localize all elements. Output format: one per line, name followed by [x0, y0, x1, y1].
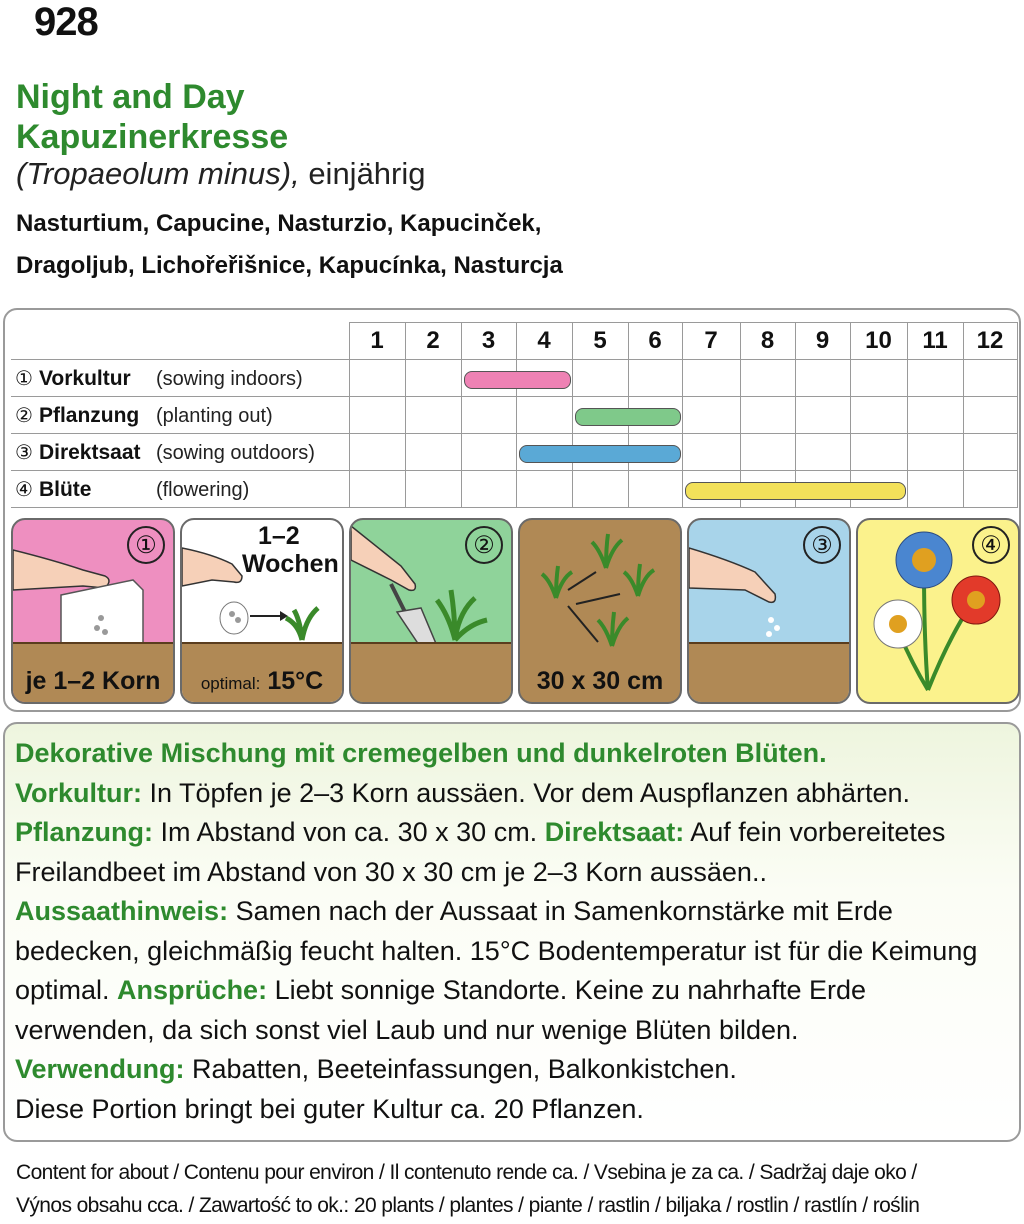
month-cell [850, 360, 907, 397]
month-cell [795, 360, 850, 397]
ansprueche-text: Liebt sonnige Standorte. Keine zu nahrhafte Erde verwenden, da sich sonst viel Laub und nur wenige Blüten bilden. [15, 975, 866, 1045]
pflanzung-label: Pflanzung: [15, 817, 153, 847]
month-cell [461, 434, 516, 471]
direktsaat-text: Auf fein vorbereitetes Freilandbeet im Abstand von 30 x 30 cm je 2–3 Korn aussäen.. [15, 817, 946, 887]
direktsaat-label: Direktsaat: [544, 817, 685, 847]
header-spacer [11, 323, 349, 360]
month-cell [907, 471, 963, 508]
month-cell [795, 434, 850, 471]
month-cell [963, 434, 1017, 471]
aussaathinweis-text: Samen nach der Aussaat in Samenkornstärke mit Erde bedecken, gleichmäßig feucht halten. 15°C Bodentemperatur ist für die Keimung optimal. [15, 896, 978, 1005]
period-bar [575, 408, 681, 426]
pflanzung-text: Im Abstand von ca. 30 x 30 cm. [152, 817, 545, 847]
picto-flowering [856, 518, 1020, 704]
row-label [11, 360, 349, 397]
month-cell [682, 434, 740, 471]
row-label [11, 434, 349, 471]
month-cell [628, 360, 682, 397]
month-cell [963, 360, 1017, 397]
aussaathinweis-label: Aussaathinweis: [15, 896, 229, 926]
month-header-row [11, 323, 1017, 360]
footer-line2: Výnos obsahu cca. / Zawartość to ok.: 20 plants / plantes / piante / rastlin / biljaka / rostlin / rastlín / roślin [16, 1194, 920, 1217]
picto-germination [180, 518, 344, 704]
month-cell [682, 397, 740, 434]
month-cell [740, 397, 795, 434]
month-cell [349, 397, 405, 434]
step-number: ③ [15, 441, 33, 464]
month-9: 9 [795, 323, 850, 360]
step-number: ① [15, 367, 33, 390]
month-11: 11 [907, 323, 963, 360]
month-cell [349, 360, 405, 397]
footer-line1: Content for about / Contenu pour environ / Il contenuto rende ca. / Vsebina je za ca. / Sadržaj daje oko / [16, 1161, 917, 1184]
picto-caption: 30 x 30 cm [536, 667, 664, 695]
row-label [11, 471, 349, 508]
vorkultur-text: In Töpfen je 2–3 Korn aussäen. Vor dem Auspflanzen abhärten. [142, 777, 911, 808]
month-cell [405, 471, 461, 508]
month-3: 3 [461, 323, 516, 360]
latin-name: (Tropaeolum minus), [16, 156, 300, 191]
germination-unit: Wochen [242, 550, 339, 578]
picto-caption [182, 667, 342, 696]
picto-planting-out [349, 518, 513, 704]
month-5: 5 [572, 323, 628, 360]
step-english: (sowing indoors) [155, 367, 303, 390]
picto-caption: je 1–2 Korn [25, 667, 161, 695]
month-cell [907, 397, 963, 434]
verwendung-label: Verwendung: [15, 1054, 185, 1084]
month-cell [963, 397, 1017, 434]
germination-duration: 1–2 [258, 522, 300, 550]
common-names-line1: Nasturtium, Capucine, Nasturzio, Kapucinček, [16, 210, 542, 237]
description-text [15, 734, 1009, 1129]
plant-name: Kapuzinerkresse [16, 118, 289, 156]
month-cell [516, 471, 572, 508]
month-cell [963, 471, 1017, 508]
month-grid [11, 322, 1018, 508]
picto-sowing-indoors [11, 518, 175, 704]
step-number-badge: ③ [803, 526, 841, 564]
product-code: 928 [34, 0, 98, 44]
portion-text: Diese Portion bringt bei guter Kultur ca. 20 Pflanzen. [15, 1093, 644, 1124]
month-cell [572, 360, 628, 397]
step-name: Direktsaat [38, 440, 141, 464]
month-cell [740, 434, 795, 471]
step-number-badge: ④ [972, 526, 1010, 564]
month-7: 7 [682, 323, 740, 360]
month-8: 8 [740, 323, 795, 360]
intro: Dekorative Mischung mit cremegelben und dunkelroten Blüten. [15, 738, 827, 768]
step-name: Blüte [38, 477, 92, 501]
calendar-row [11, 434, 1017, 471]
month-cell [405, 360, 461, 397]
calendar-row [11, 397, 1017, 434]
month-1: 1 [349, 323, 405, 360]
month-cell [516, 397, 572, 434]
month-cell [850, 434, 907, 471]
verwendung-text: Rabatten, Beeteinfassungen, Balkonkistchen. [184, 1054, 737, 1084]
description-box [3, 722, 1021, 1142]
step-name: Pflanzung [38, 403, 140, 427]
month-12: 12 [963, 323, 1017, 360]
variety-name: Night and Day [16, 78, 245, 116]
step-number: ② [15, 404, 33, 427]
step-english: (sowing outdoors) [155, 441, 315, 464]
picto-spacing [518, 518, 682, 704]
latin-name-line [16, 156, 426, 192]
row-label [11, 397, 349, 434]
month-cell [349, 434, 405, 471]
month-cell [461, 471, 516, 508]
lifecycle: einjährig [308, 156, 426, 191]
month-cell [461, 397, 516, 434]
month-cell [795, 397, 850, 434]
step-english: (planting out) [155, 404, 273, 427]
month-cell [907, 434, 963, 471]
month-cell [682, 360, 740, 397]
caption-prefix: optimal: [200, 674, 261, 693]
picto-sowing-outdoors [687, 518, 851, 704]
month-10: 10 [850, 323, 907, 360]
period-bar [685, 482, 906, 500]
sowing-calendar [3, 308, 1021, 712]
month-cell [740, 360, 795, 397]
month-cell [405, 397, 461, 434]
step-number-badge: ② [465, 526, 503, 564]
step-english: (flowering) [155, 478, 250, 501]
step-name: Vorkultur [38, 366, 131, 390]
vorkultur-label: Vorkultur: [15, 777, 142, 808]
month-cell [628, 471, 682, 508]
month-cell [405, 434, 461, 471]
period-bar [464, 371, 571, 389]
month-4: 4 [516, 323, 572, 360]
content-footer [16, 1156, 919, 1222]
ansprueche-label: Ansprüche: [117, 975, 268, 1005]
soil [689, 642, 849, 702]
month-2: 2 [405, 323, 461, 360]
common-names-line2: Dragoljub, Lichořeřišnice, Kapucínka, Nasturcja [16, 252, 563, 279]
month-6: 6 [628, 323, 682, 360]
temperature: 15°C [267, 667, 324, 695]
period-bar [519, 445, 681, 463]
month-cell [349, 471, 405, 508]
month-cell [850, 397, 907, 434]
soil [351, 642, 511, 702]
step-number-badge: ① [127, 526, 165, 564]
month-cell [572, 471, 628, 508]
step-number: ④ [15, 478, 33, 501]
month-cell [907, 360, 963, 397]
